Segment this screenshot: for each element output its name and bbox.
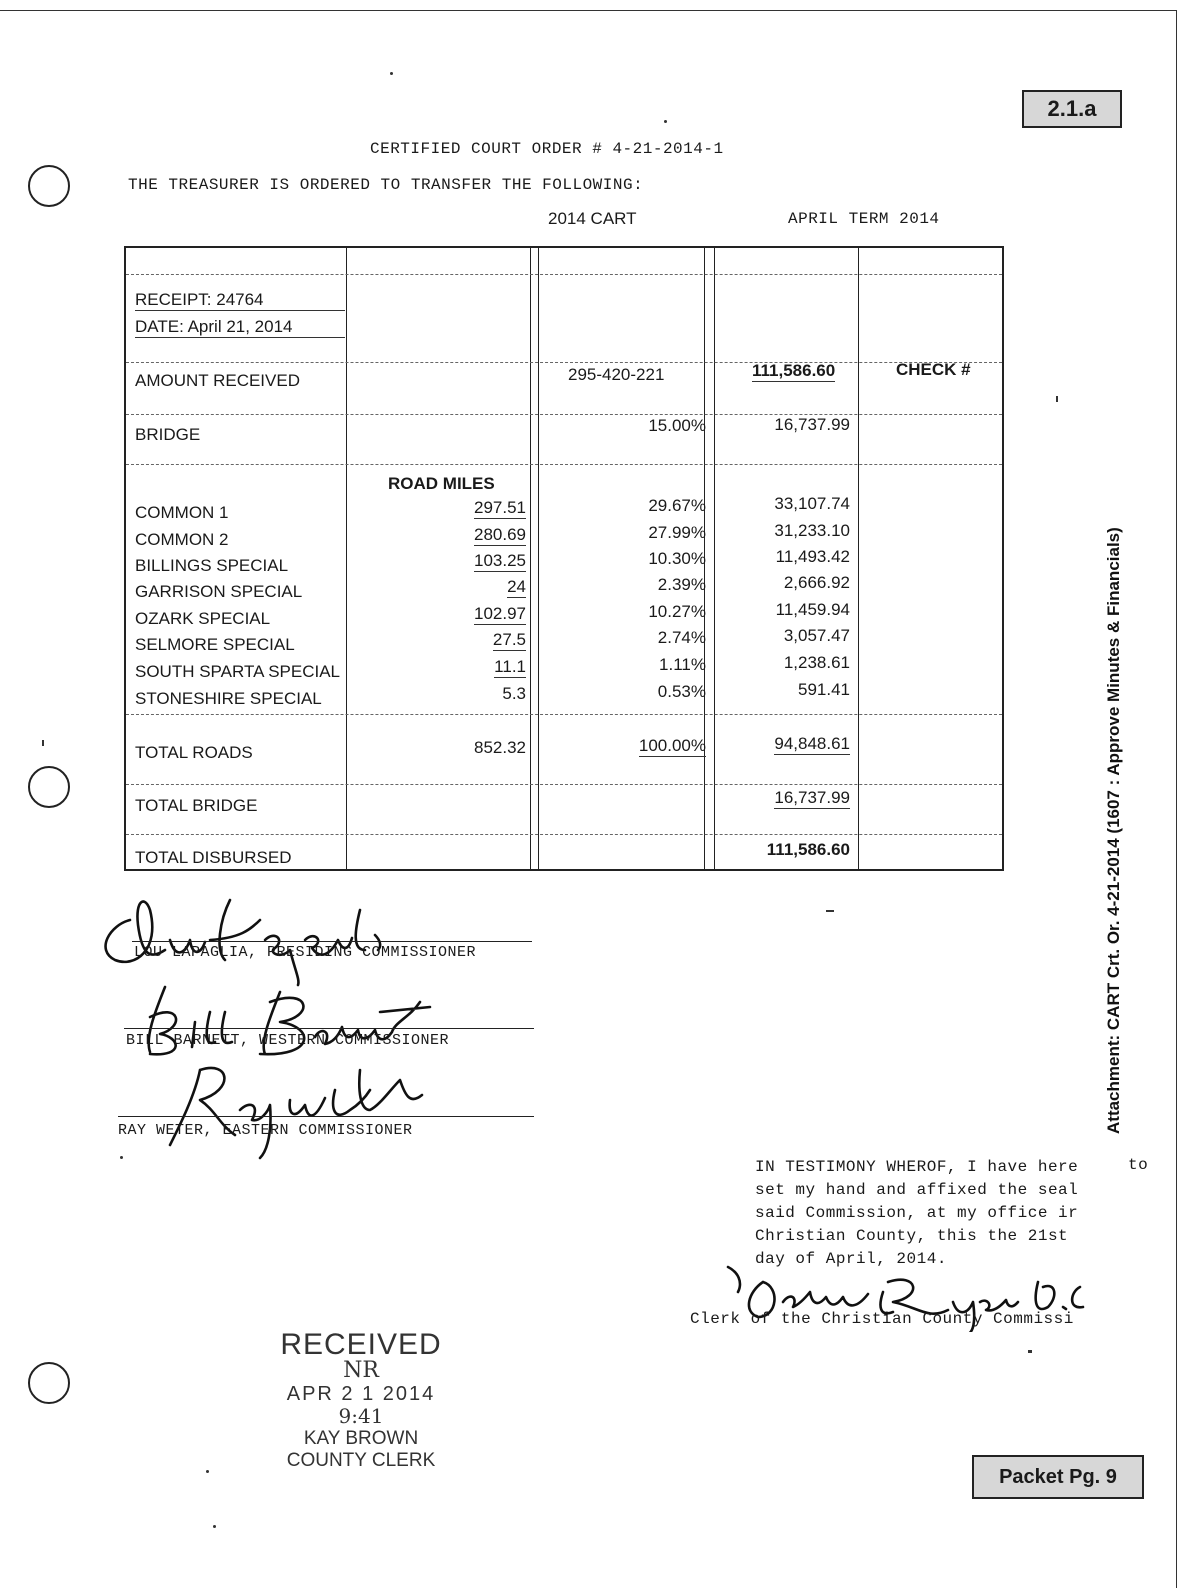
testimony-margin-fragment: to bbox=[1128, 1156, 1149, 1174]
road-miles: 5.3 bbox=[502, 684, 526, 703]
attachment-side-label: Attachment: CART Crt. Or. 4-21-2014 (1607 : Approve Minutes & Financials) bbox=[1104, 527, 1123, 1134]
road-pct: 10.30% bbox=[648, 549, 706, 568]
total-bridge-label: TOTAL BRIDGE bbox=[135, 796, 258, 815]
road-amount: 31,233.10 bbox=[774, 521, 850, 540]
scan-edge-top bbox=[0, 10, 1176, 11]
receipt-number: RECEIPT: 24764 bbox=[135, 290, 345, 311]
received-stamp bbox=[268, 1328, 454, 1472]
road-pct: 2.39% bbox=[657, 575, 706, 594]
western-commissioner-caption: BILL BARNETT, WESTERN COMMISSIONER bbox=[126, 1032, 450, 1049]
road-miles: 24 bbox=[507, 577, 526, 596]
testimony-line: Christian County, this the 21st bbox=[755, 1227, 1069, 1245]
road-pct: 1.11% bbox=[659, 655, 706, 674]
order-instruction: THE TREASURER IS ORDERED TO TRANSFER THE FOLLOWING: bbox=[128, 176, 644, 194]
road-miles-header: ROAD MILES bbox=[388, 474, 495, 493]
road-label: GARRISON SPECIAL bbox=[135, 582, 303, 601]
road-label: OZARK SPECIAL bbox=[135, 609, 271, 628]
bridge-pct: 15.00% bbox=[648, 416, 706, 435]
stamp-initials: NR bbox=[343, 1358, 379, 1383]
stamp-office: COUNTY CLERK bbox=[286, 1450, 436, 1471]
road-pct: 29.67% bbox=[648, 496, 706, 515]
bridge-label: BRIDGE bbox=[135, 425, 201, 444]
total-roads-miles: 852.32 bbox=[474, 738, 526, 757]
signature-line bbox=[124, 1028, 534, 1029]
binder-hole bbox=[28, 766, 70, 808]
road-label: COMMON 2 bbox=[135, 530, 229, 549]
order-title: CERTIFIED COURT ORDER # 4-21-2014-1 bbox=[370, 140, 724, 158]
total-roads-pct: 100.00% bbox=[638, 736, 706, 755]
testimony-line: set my hand and affixed the seal bbox=[755, 1181, 1079, 1199]
total-roads-label: TOTAL ROADS bbox=[135, 743, 253, 762]
road-miles: 280.69 bbox=[474, 525, 526, 544]
scan-speck bbox=[390, 72, 393, 75]
road-miles: 27.5 bbox=[492, 630, 526, 649]
scan-speck bbox=[213, 1525, 216, 1528]
total-disbursed-label: TOTAL DISBURSED bbox=[135, 848, 292, 867]
road-amount: 3,057.47 bbox=[783, 626, 850, 645]
testimony-block bbox=[755, 1156, 1078, 1271]
binder-hole bbox=[28, 1362, 70, 1404]
road-amount: 1,238.61 bbox=[783, 653, 850, 672]
road-miles: 297.51 bbox=[474, 498, 526, 517]
total-roads-amount: 94,848.61 bbox=[774, 734, 850, 753]
scan-speck bbox=[664, 120, 667, 123]
road-label: SOUTH SPARTA SPECIAL bbox=[135, 662, 341, 681]
testimony-line: said Commission, at my office ir bbox=[755, 1204, 1079, 1222]
scan-speck bbox=[1056, 396, 1058, 402]
binder-hole bbox=[28, 165, 70, 207]
road-amount: 11,493.42 bbox=[775, 547, 850, 566]
scan-edge-right bbox=[1176, 10, 1177, 1588]
packet-tag-top: 2.1.a bbox=[1022, 90, 1122, 128]
scan-speck bbox=[826, 910, 834, 912]
clerk-caption: Clerk of the Christian County Commissi bbox=[690, 1310, 1074, 1328]
road-label: SELMORE SPECIAL bbox=[135, 635, 295, 654]
stamp-time: 9:41 bbox=[338, 1404, 384, 1428]
road-miles: 102.97 bbox=[474, 604, 526, 623]
road-pct: 0.53% bbox=[657, 682, 706, 701]
scan-speck bbox=[120, 1156, 123, 1159]
signature-line bbox=[118, 1116, 534, 1117]
stamp-date: APR 2 1 2014 bbox=[286, 1383, 436, 1405]
road-label: STONESHIRE SPECIAL bbox=[135, 689, 322, 708]
testimony-line: IN TESTIMONY WHEROF, I have here bbox=[755, 1158, 1079, 1176]
amount-received-label: AMOUNT RECEIVED bbox=[135, 371, 300, 390]
packet-page-tag: Packet Pg. 9 bbox=[972, 1455, 1144, 1499]
signature-line bbox=[132, 941, 532, 942]
road-label: BILLINGS SPECIAL bbox=[135, 556, 289, 575]
eastern-commissioner-caption: RAY WETER, EASTERN COMMISSIONER bbox=[118, 1122, 413, 1139]
road-amount: 2,666.92 bbox=[783, 573, 850, 592]
road-amount: 591.41 bbox=[798, 680, 850, 699]
road-pct: 10.27% bbox=[648, 602, 706, 621]
fund-label: 2014 CART bbox=[548, 209, 637, 228]
transfer-table bbox=[124, 246, 1004, 871]
road-miles: 11.1 bbox=[494, 657, 526, 676]
scan-speck bbox=[42, 740, 44, 746]
amount-received-value: 111,586.60 bbox=[752, 361, 836, 380]
term-label: APRIL TERM 2014 bbox=[788, 210, 940, 228]
road-amount: 33,107.74 bbox=[774, 494, 850, 513]
bridge-amount: 16,737.99 bbox=[774, 415, 850, 434]
testimony-line: day of April, 2014. bbox=[755, 1250, 947, 1268]
scan-speck bbox=[206, 1470, 209, 1473]
check-number-label: CHECK # bbox=[896, 360, 971, 379]
account-number: 295-420-221 bbox=[568, 365, 665, 384]
scan-speck bbox=[1028, 1350, 1032, 1353]
road-pct: 27.99% bbox=[648, 523, 706, 542]
road-miles: 103.25 bbox=[474, 551, 526, 570]
presiding-commissioner-caption: LOU LAPAGLIA, PRESIDING COMMISSIONER bbox=[134, 944, 477, 961]
road-pct: 2.74% bbox=[657, 628, 706, 647]
stamp-received: RECEIVED bbox=[280, 1328, 442, 1361]
total-disbursed-amount: 111,586.60 bbox=[766, 840, 850, 859]
road-amount: 11,459.94 bbox=[775, 600, 850, 619]
road-label: COMMON 1 bbox=[135, 503, 229, 522]
stamp-name: KAY BROWN bbox=[303, 1428, 419, 1449]
total-bridge-amount: 16,737.99 bbox=[774, 788, 850, 807]
receipt-date: DATE: April 21, 2014 bbox=[135, 317, 345, 338]
signature-ray-weter bbox=[160, 1050, 460, 1160]
